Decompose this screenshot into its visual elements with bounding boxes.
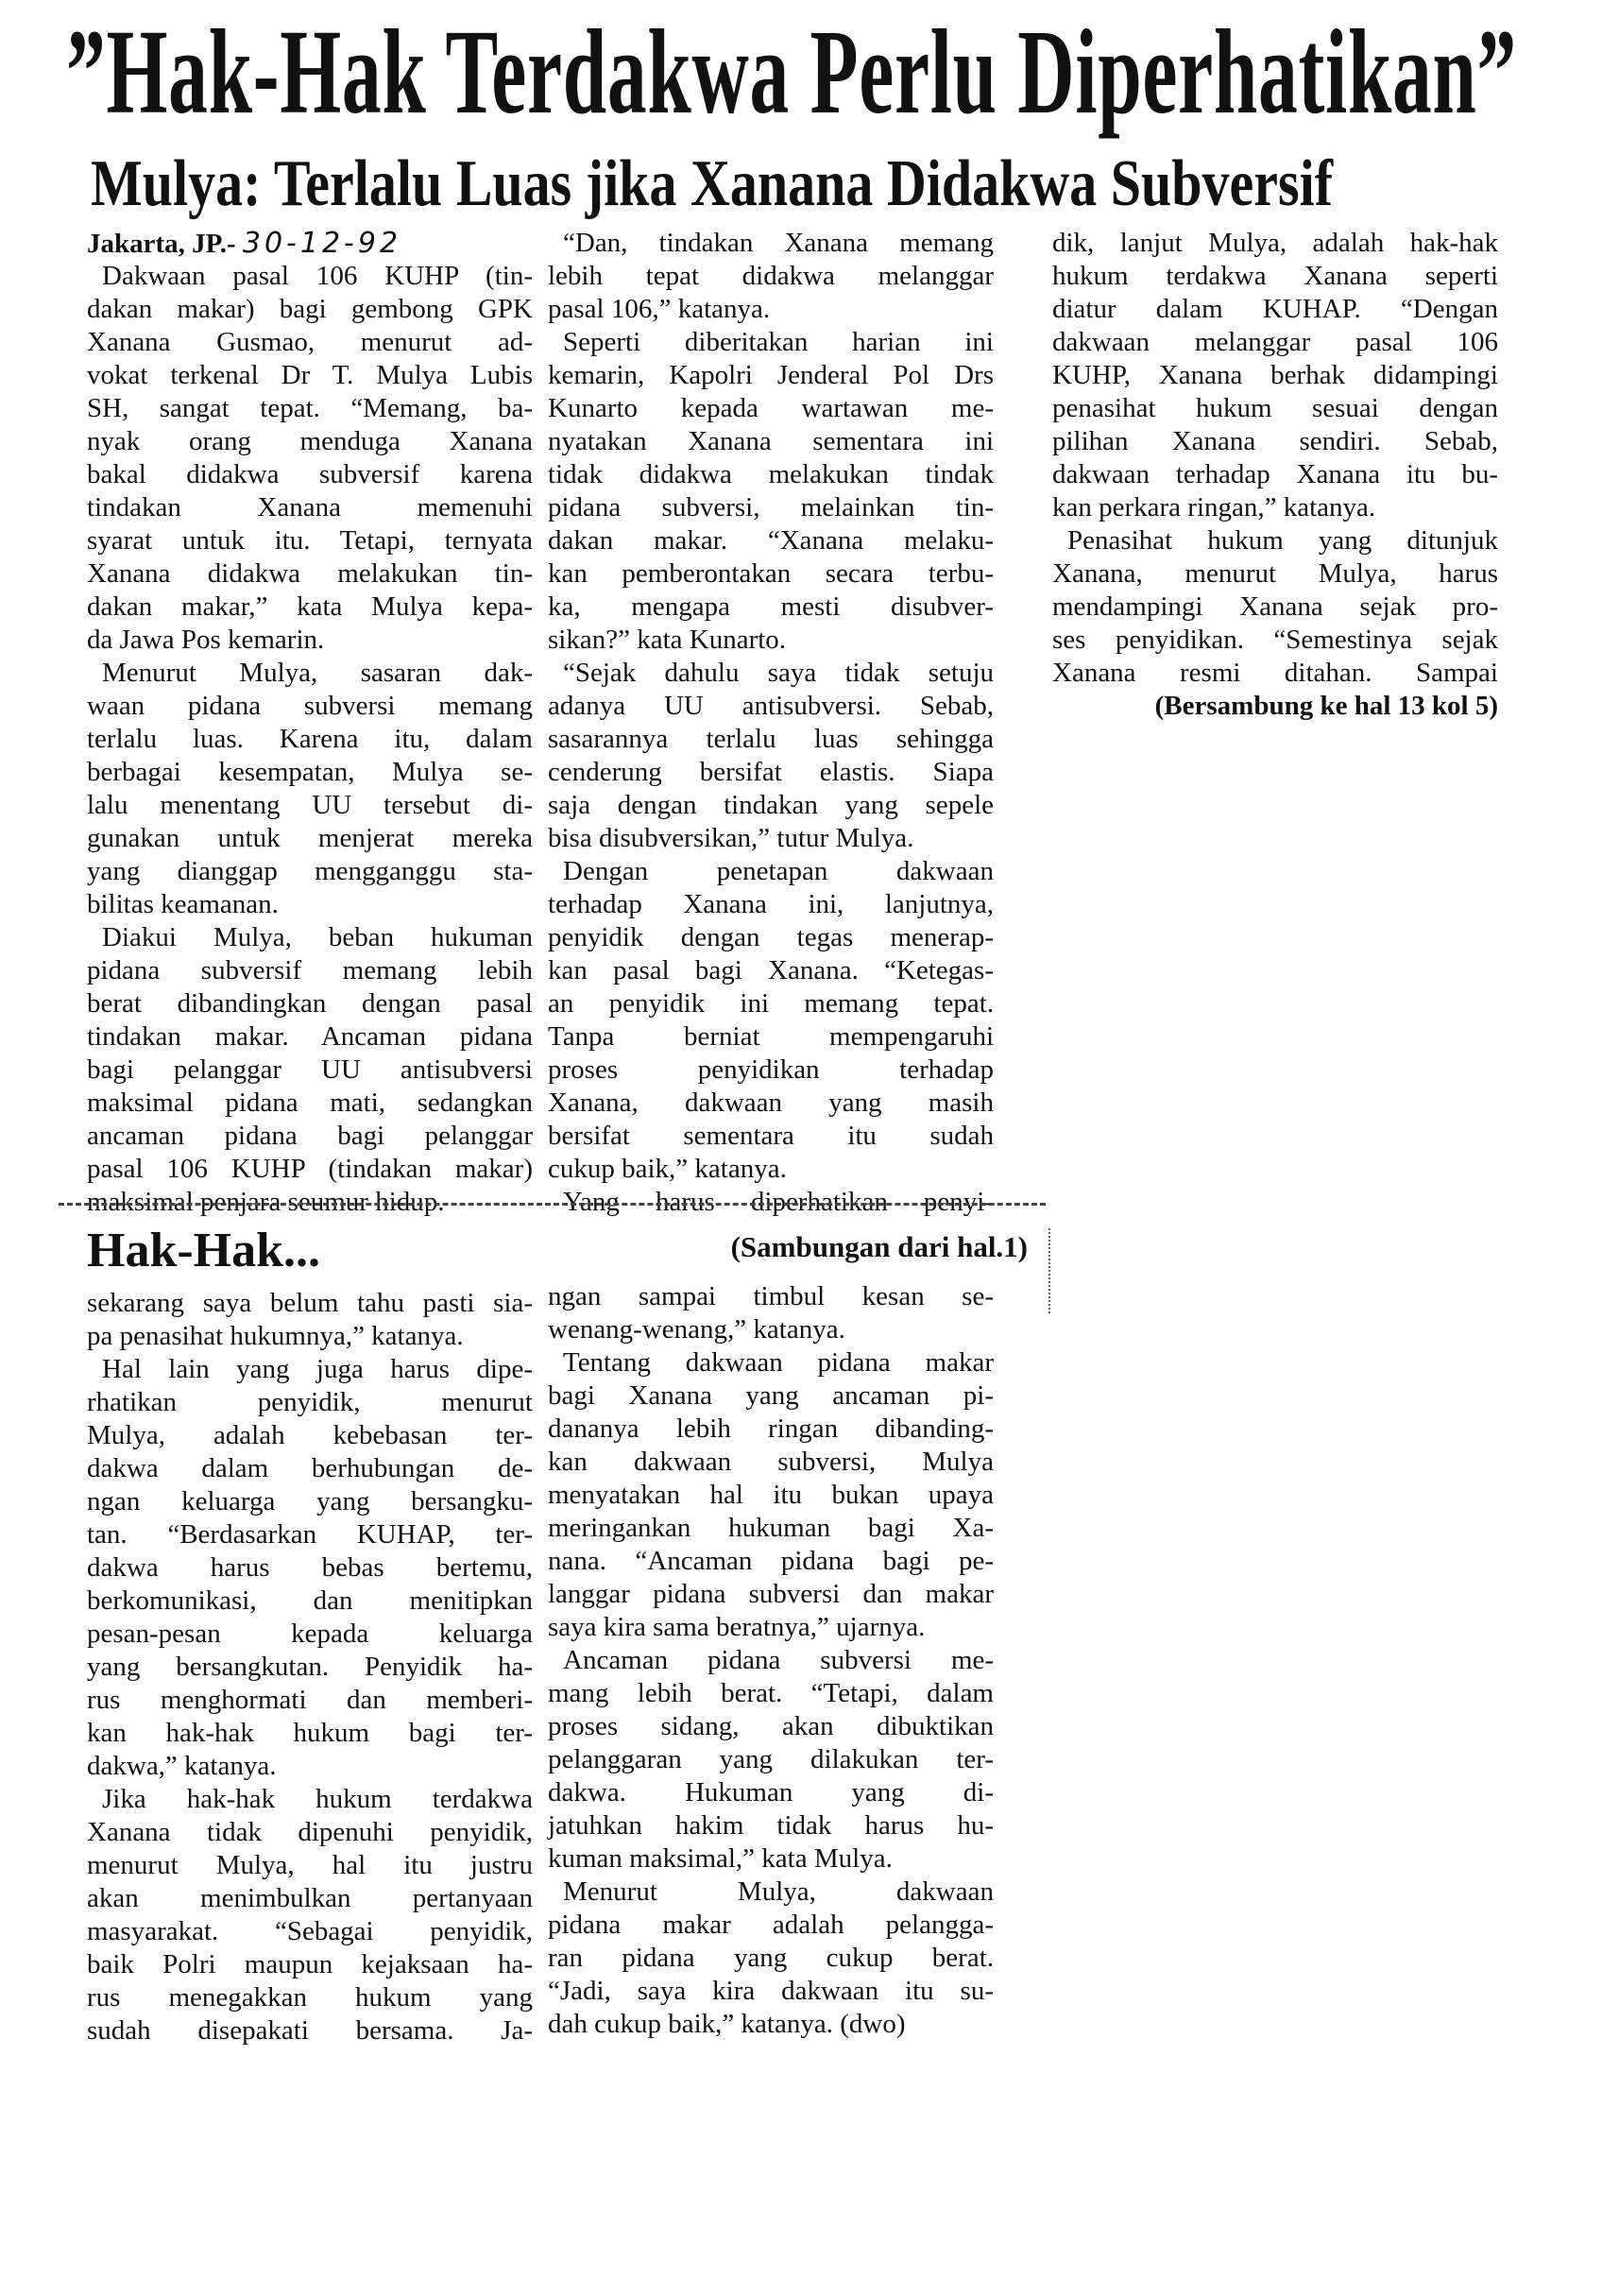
text-line: kan pasal bagi Xanana. “Ketegas- (548, 955, 994, 985)
text-line: pasal 106 KUHP (tindakan makar) (87, 1154, 533, 1184)
text-line: pesan-pesan kepada keluarga (87, 1619, 533, 1649)
paragraph (548, 1644, 994, 1876)
text-line: sekarang saya belum tahu pasti sia- (87, 1288, 533, 1318)
text-line: bisa disubversikan,” tutur Mulya. (548, 823, 914, 853)
text-line: Penasihat hukum yang ditunjuk (1067, 525, 1498, 556)
text-line: Jika hak-hak hukum terdakwa (102, 1784, 533, 1814)
paragraph (87, 260, 533, 657)
text-line: Hal lain yang juga harus dipe- (102, 1354, 533, 1384)
text-line: rus menghormati dan memberi- (87, 1685, 533, 1715)
text-line: an penyidik ini memang tepat. (548, 988, 994, 1019)
text-line: Xanana tidak dipenuhi penyidik, (87, 1817, 533, 1847)
text-line: maksimal pidana mati, sedangkan (87, 1088, 533, 1118)
text-line: kemarin, Kapolri Jenderal Pol Drs (548, 360, 994, 390)
text-line: “Sejak dahulu saya tidak setuju (563, 658, 994, 688)
text-line: KUHP, Xanana berhak didampingi (1052, 360, 1498, 390)
text-line: penasihat hukum sesuai dengan (1052, 393, 1498, 423)
text-line: langgar pidana subversi dan makar (548, 1579, 994, 1609)
text-line: Xanana resmi ditahan. Sampai (1052, 658, 1498, 688)
text-line: dakan makar) bagi gembong GPK (87, 294, 533, 324)
text-line: saja dengan tindakan yang sepele (548, 790, 994, 820)
text-line: yang bersangkutan. Penyidik ha- (87, 1652, 533, 1682)
text-line: menurut Mulya, hal itu justru (87, 1850, 533, 1880)
text-line: rus menegakkan hukum yang (87, 1982, 533, 2013)
text-line: sikan?” kata Kunarto. (548, 625, 787, 655)
text-line: rhatikan penyidik, menurut (87, 1387, 533, 1417)
text-line: waan pidana subversi memang (87, 691, 533, 721)
text-line: Tanpa berniat mempengaruhi (548, 1021, 994, 1052)
text-line: tan. “Berdasarkan KUHAP, ter- (87, 1519, 533, 1550)
paragraph (548, 855, 994, 1186)
text-line: kan perkara ringan,” katanya. (1052, 492, 1376, 523)
article-column-1 (87, 227, 533, 1219)
handwritten-date: 30-12-92 (242, 227, 402, 260)
paragraph (1052, 524, 1498, 690)
text-line: dah cukup baik,” katanya. (dwo) (548, 2009, 906, 2039)
text-line: bagi pelanggar UU antisubversi (87, 1054, 533, 1085)
paragraph (87, 1783, 533, 2048)
paragraph (548, 1280, 994, 1346)
text-line: nyak orang menduga Xanana (87, 426, 533, 456)
text-line: meringankan hukuman bagi Xa- (548, 1513, 994, 1543)
text-line: pidana subversif memang lebih (87, 955, 533, 985)
text-line: wenang-wenang,” katanya. (548, 1314, 845, 1345)
text-line: berkomunikasi, dan menitipkan (87, 1585, 533, 1616)
text-line: masyarakat. “Sebagai penyidik, (87, 1916, 533, 1946)
continuation-heading: Hak-Hak... (87, 1224, 321, 1277)
continuation-column-1 (87, 1287, 533, 2048)
paragraph (87, 921, 533, 1219)
paragraph (548, 326, 994, 657)
text-line: bakal didakwa subversif karena (87, 459, 533, 489)
text-line: Dakwaan pasal 106 KUHP (tin- (102, 261, 533, 291)
text-line: menyatakan hal itu bukan upaya (548, 1480, 994, 1510)
text-line: ka, mengapa mesti disubver- (548, 591, 994, 622)
text-line: syarat untuk itu. Tetapi, ternyata (87, 525, 533, 556)
continuation-column-2 (548, 1280, 994, 2041)
text-line: Tentang dakwaan pidana makar (563, 1347, 994, 1378)
paragraph (1052, 227, 1498, 524)
continuation-source-note: (Sambungan dari hal.1) (730, 1230, 1028, 1263)
text-line: cukup baik,” katanya. (548, 1154, 787, 1184)
text-line: ngan keluarga yang bersangku- (87, 1486, 533, 1516)
text-line: kuman maksimal,” kata Mulya. (548, 1843, 893, 1874)
text-line: diatur dalam KUHAP. “Dengan (1052, 294, 1498, 324)
text-line: adanya UU antisubversi. Sebab, (548, 691, 994, 721)
text-line: Yang harus diperhatikan penyi- (563, 1187, 994, 1217)
text-line: tindakan Xanana memenuhi (87, 492, 533, 523)
text-line: bersifat sementara itu sudah (548, 1121, 994, 1151)
column-rule (1048, 1228, 1050, 1313)
text-line: SH, sangat tepat. “Memang, ba- (87, 393, 533, 423)
text-line: mendampingi Xanana sejak pro- (1052, 591, 1498, 622)
text-line: pa penasihat hukumnya,” katanya. (87, 1321, 464, 1351)
text-line: pilihan Xanana sendiri. Sebab, (1052, 426, 1498, 456)
text-line: Diakui Mulya, beban hukuman (102, 922, 533, 952)
text-line: akan menimbulkan pertanyaan (87, 1883, 533, 1913)
text-line: dakwaan terhadap Xanana itu bu- (1052, 459, 1498, 489)
text-line: proses penyidikan terhadap (548, 1054, 994, 1085)
text-line: cenderung bersifat elastis. Siapa (548, 757, 994, 787)
paragraph (548, 227, 994, 326)
text-line: saya kira sama beratnya,” ujarnya. (548, 1612, 926, 1642)
text-line: penyidik dengan tegas menerap- (548, 922, 994, 952)
text-line: ngan sampai timbul kesan se- (548, 1281, 994, 1311)
text-line: bilitas keamanan. (87, 889, 279, 919)
paragraph (548, 657, 994, 855)
text-line: mang lebih berat. “Tetapi, dalam (548, 1678, 994, 1708)
text-line: ancaman pidana bagi pelanggar (87, 1121, 533, 1151)
text-line: Ancaman pidana subversi me- (563, 1645, 994, 1675)
text-line: Menurut Mulya, dakwaan (563, 1876, 994, 1907)
text-line: dakwa,” katanya. (87, 1751, 277, 1781)
text-line: Xanana didakwa melakukan tin- (87, 558, 533, 589)
text-line: Xanana, dakwaan yang masih (548, 1088, 994, 1118)
text-line: baik Polri maupun kejaksaan ha- (87, 1949, 533, 1979)
text-line: dakan makar,” kata Mulya kepa- (87, 591, 533, 622)
text-line: dakwa harus bebas bertemu, (87, 1552, 533, 1583)
paragraph (87, 657, 533, 921)
text-line: nana. “Ancaman pidana bagi pe- (548, 1546, 994, 1576)
text-line: vokat terkenal Dr T. Mulya Lubis (87, 360, 533, 390)
text-line: gunakan untuk menjerat mereka (87, 823, 533, 853)
paragraph (87, 1353, 533, 1783)
text-line: “Dan, tindakan Xanana memang (563, 228, 994, 258)
text-line: Menurut Mulya, sasaran dak- (102, 658, 533, 688)
text-line: Xanana, menurut Mulya, harus (1052, 558, 1498, 589)
text-line: terlalu luas. Karena itu, dalam (87, 724, 533, 754)
text-line: Mulya, adalah kebebasan ter- (87, 1420, 533, 1450)
text-line: lebih tepat didakwa melanggar (548, 261, 994, 291)
subheadline: Mulya: Terlalu Luas jika Xanana Didakwa Subversif (91, 147, 1334, 220)
text-line: pidana makar adalah pelangga- (548, 1910, 994, 1940)
text-line: jatuhkan hakim tidak harus hu- (548, 1810, 994, 1841)
text-line: dakan makar. “Xanana melaku- (548, 525, 994, 556)
text-line: “Jadi, saya kira dakwaan itu su- (548, 1976, 994, 2006)
article-column-3 (1052, 227, 1498, 723)
text-line: dakwa dalam berhubungan de- (87, 1453, 533, 1483)
paragraph (548, 1876, 994, 2041)
text-line: dananya lebih ringan dibanding- (548, 1414, 994, 1444)
text-line: kan hak-hak hukum bagi ter- (87, 1718, 533, 1748)
paragraph (87, 1287, 533, 1353)
section-divider (59, 1203, 1046, 1206)
text-line: sudah disepakati bersama. Ja- (87, 2015, 533, 2046)
text-line: Kunarto kepada wartawan me- (548, 393, 994, 423)
text-line: dakwa. Hukuman yang di- (548, 1777, 994, 1808)
text-line: pasal 106,” katanya. (548, 294, 771, 324)
text-line: dakwaan melanggar pasal 106 (1052, 327, 1498, 357)
text-line: pelanggaran yang dilakukan ter- (548, 1744, 994, 1774)
text-line: ran pidana yang cukup berat. (548, 1943, 994, 1973)
text-line: pidana subversi, melainkan tin- (548, 492, 994, 523)
text-line: da Jawa Pos kemarin. (87, 625, 325, 655)
text-line: lalu menentang UU tersebut di- (87, 790, 533, 820)
text-line: dik, lanjut Mulya, adalah hak-hak (1052, 228, 1498, 258)
text-line: Dengan penetapan dakwaan (563, 856, 994, 886)
text-line: kan dakwaan subversi, Mulya (548, 1447, 994, 1477)
text-line: maksimal penjara seumur hidup. (87, 1187, 445, 1217)
text-line: yang dianggap mengganggu sta- (87, 856, 533, 886)
text-line: tidak didakwa melakukan tindak (548, 459, 994, 489)
text-line: hukum terdakwa Xanana seperti (1052, 261, 1498, 291)
continued-note: (Bersambung ke hal 13 kol 5) (1154, 691, 1498, 721)
article-column-2 (548, 227, 994, 1219)
text-line: sasarannya terlalu luas sehingga (548, 724, 994, 754)
dateline (87, 227, 533, 260)
headline: ”Hak-Hak Terdakwa Perlu Diperhatikan” (66, 5, 1517, 139)
text-line: proses sidang, akan dibuktikan (548, 1711, 994, 1741)
dateline-place: Jakarta, JP.- (87, 229, 236, 259)
text-line: ses penyidikan. “Semestinya sejak (1052, 625, 1498, 655)
text-line: terhadap Xanana ini, lanjutnya, (548, 889, 994, 919)
paragraph (548, 1346, 994, 1644)
text-line: bagi Xanana yang ancaman pi- (548, 1380, 994, 1411)
text-line: tindakan makar. Ancaman pidana (87, 1021, 533, 1052)
text-line: Seperti diberitakan harian ini (563, 327, 994, 357)
text-line: kan pemberontakan secara terbu- (548, 558, 994, 589)
text-line: Xanana Gusmao, menurut ad- (87, 327, 533, 357)
text-line: berat dibandingkan dengan pasal (87, 988, 533, 1019)
text-line: berbagai kesempatan, Mulya se- (87, 757, 533, 787)
text-line: nyatakan Xanana sementara ini (548, 426, 994, 456)
